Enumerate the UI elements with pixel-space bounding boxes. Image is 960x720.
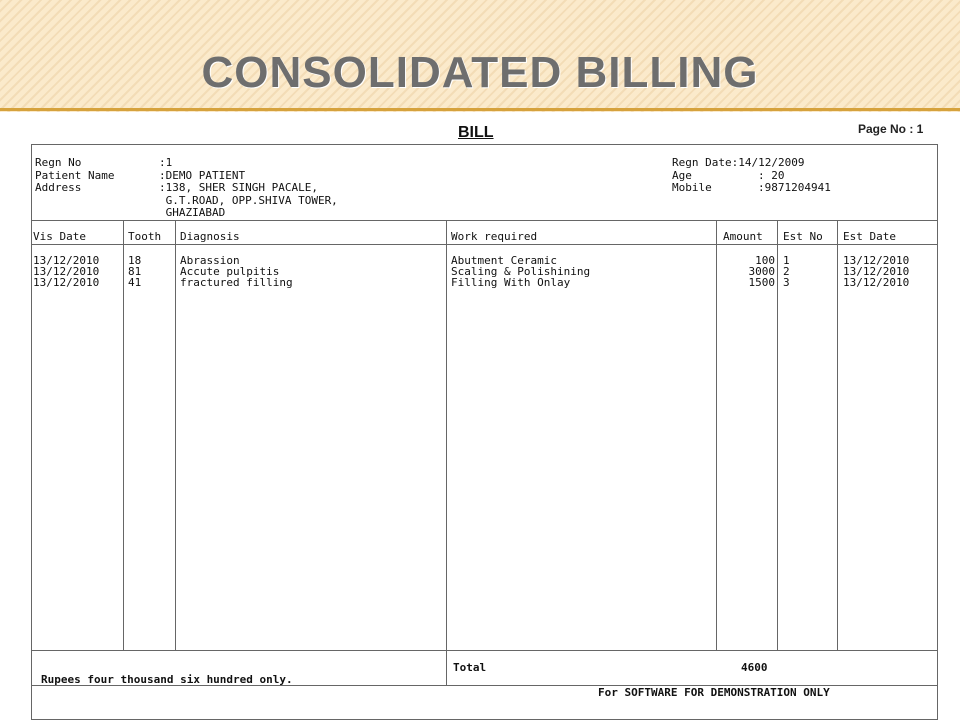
total-label: Total bbox=[453, 661, 487, 674]
row-amount: 1500 bbox=[748, 276, 775, 289]
footer-note: For SOFTWARE FOR DEMONSTRATION ONLY bbox=[598, 686, 830, 699]
bill-title: BILL bbox=[458, 124, 494, 141]
row-vis-date: 13/12/2010 bbox=[33, 276, 100, 289]
address-line-1: :138, SHER SINGH PACALE, bbox=[159, 181, 318, 194]
row-vis-date: 13/12/2010 bbox=[33, 265, 100, 278]
row-work-required: Filling With Onlay bbox=[451, 276, 571, 289]
mobile-label: Mobile bbox=[672, 181, 712, 194]
col-header-diagnosis: Diagnosis bbox=[180, 230, 240, 243]
age-label: Age bbox=[672, 168, 692, 182]
page-number: Page No : 1 bbox=[858, 122, 924, 136]
row-est-no: 1 bbox=[783, 254, 790, 267]
patient-name-value: :DEMO PATIENT bbox=[159, 168, 246, 182]
address-line-3: GHAZIABAD bbox=[159, 206, 226, 219]
row-amount: 100 bbox=[755, 254, 775, 267]
row-work-required: Abutment Ceramic bbox=[451, 254, 557, 267]
row-diagnosis: Accute pulpitis bbox=[180, 265, 280, 278]
col-header-est-no: Est No bbox=[783, 230, 823, 243]
regn-no-label: Regn No bbox=[35, 156, 82, 169]
row-est-no: 2 bbox=[783, 265, 790, 278]
regn-date: Regn Date:14/12/2009 bbox=[672, 156, 805, 169]
col-divider-1 bbox=[123, 220, 124, 650]
age-value: : 20 bbox=[758, 168, 785, 182]
col-divider-3 bbox=[446, 220, 447, 685]
row-est-date: 13/12/2010 bbox=[843, 265, 910, 278]
row-vis-date: 13/12/2010 bbox=[33, 254, 100, 267]
row-est-date: 13/12/2010 bbox=[843, 254, 910, 267]
row-tooth: 41 bbox=[128, 276, 142, 289]
col-header-est-date: Est Date bbox=[843, 230, 896, 243]
total-value: 4600 bbox=[741, 661, 768, 674]
header-row-divider bbox=[32, 244, 937, 245]
col-header-work-required: Work required bbox=[451, 230, 538, 243]
row-diagnosis: Abrassion bbox=[180, 254, 240, 267]
totals-divider bbox=[32, 650, 937, 651]
regn-no-value: :1 bbox=[159, 156, 173, 169]
row-tooth: 81 bbox=[128, 265, 142, 278]
slide-title: CONSOLIDATED BILLING bbox=[201, 48, 759, 97]
patient-section-divider bbox=[32, 220, 937, 221]
row-amount: 3000 bbox=[748, 265, 775, 278]
row-tooth: 18 bbox=[128, 254, 142, 267]
col-divider-2 bbox=[175, 220, 176, 650]
amount-in-words: Rupees four thousand six hundred only. bbox=[41, 673, 293, 686]
bill-document bbox=[31, 144, 938, 720]
col-header-amount: Amount bbox=[723, 230, 763, 243]
col-divider-5 bbox=[777, 220, 778, 650]
banner-rule bbox=[0, 108, 960, 111]
address-label: Address bbox=[35, 181, 82, 194]
col-divider-6 bbox=[837, 220, 838, 650]
col-divider-4 bbox=[716, 220, 717, 650]
row-diagnosis: fractured filling bbox=[180, 276, 293, 289]
row-work-required: Scaling & Polishining bbox=[451, 265, 591, 278]
patient-name-label: Patient Name bbox=[35, 168, 115, 182]
row-est-date: 13/12/2010 bbox=[843, 276, 910, 289]
mobile-value: :9871204941 bbox=[758, 181, 831, 194]
address-line-2: G.T.ROAD, OPP.SHIVA TOWER, bbox=[159, 193, 338, 207]
col-header-tooth: Tooth bbox=[128, 230, 162, 243]
col-header-vis-date: Vis Date bbox=[33, 230, 86, 243]
row-est-no: 3 bbox=[783, 276, 790, 289]
